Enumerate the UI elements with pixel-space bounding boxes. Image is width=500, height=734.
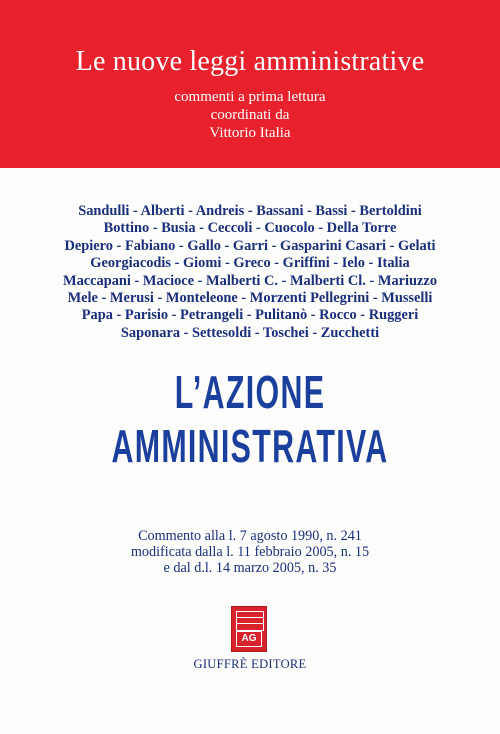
series-coordinator-label: coordinati da (210, 107, 290, 123)
commentary-line: modificata dalla l. 11 febbraio 2005, n. 15 (130, 544, 370, 560)
author-line: Bottino - Busia - Ceccoli - Cuocolo - Della Torre (103, 220, 397, 237)
author-line: Saponara - Settesoldi - Toschei - Zucchetti (120, 324, 380, 341)
author-line: Sandulli - Alberti - Andreis - Bassani - Bassi - Bertoldini (78, 203, 422, 219)
author-line: Mele - Merusi - Monteleone - Morzenti Pellegrini - Musselli (67, 289, 433, 306)
logo-grid-icon (236, 611, 264, 631)
commentary-line: Commento alla l. 7 agosto 1990, n. 241 (138, 528, 362, 544)
author-list (0, 203, 500, 342)
publisher-logo-icon (231, 606, 267, 652)
publisher-name: GIUFFRÈ EDITORE (193, 657, 307, 671)
book-title-line-2: AMMINISTRATIVA (111, 420, 389, 472)
series-subtitle: commenti a prima lettura (174, 89, 326, 105)
author-line: Maccapani - Macioce - Malberti C. - Malberti Cl. - Mariuzzo (62, 272, 438, 289)
series-coordinator-name: Vittorio Italia (209, 125, 291, 141)
logo-text: AG (236, 631, 262, 647)
series-band (0, 0, 500, 168)
author-line: Depiero - Fabiano - Gallo - Garri - Gasparini Casari - Gelati (64, 237, 436, 254)
author-line: Papa - Parisio - Petrangeli - Pulitanò - Rocco - Ruggeri (81, 307, 419, 324)
series-title: Le nuove leggi amministrative (75, 46, 425, 77)
commentary-note (0, 528, 500, 576)
commentary-line: e dal d.l. 14 marzo 2005, n. 35 (163, 560, 337, 576)
author-line: Georgiacodis - Giomi - Greco - Griffini - Ielo - Italia (90, 255, 410, 272)
book-title-line-1: L’AZIONE (174, 366, 326, 418)
